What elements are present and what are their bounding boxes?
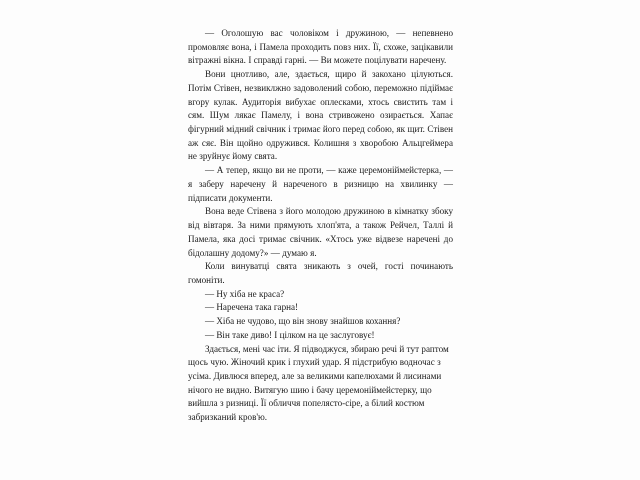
dialogue-line-2: — Наречена така гарна! [205, 302, 299, 313]
paragraph-2: Вони цнотливо, але, здається, щиро й закохано цілуються. Потім Стівен, незвиклжно задоволений собою, переможно підіймає вгору кулак. Аудиторія вибухає оплесками, хтось свистить там і сям. Шум лякає Памелу, і вона стривожено озирається. Хапає фігурний мідний свічник і тримає його перед собою, як щит. Стівен аж сяє. Він щойно одружився. Колишня з хворобою Альцгеймера не зруйнує йому свята. [188, 69, 453, 162]
dialogue-line-4: — Він таке диво! І цілком на це заслуговує! [205, 329, 375, 340]
paragraph-1: — Оголошую вас чоловіком і дружиною, — непевнено промовляє вона, і Памела проходить повз них. Її, схоже, зацікавили вітражні вікна. І справді гарні. — Ви можете поцілувати наречену. [188, 28, 453, 66]
paragraph-5: Коли винуватці свята зникають з очей, гості починають гомоніти. [188, 261, 453, 285]
paragraph-closing: Здається, мені час іти. Я підводжуся, збираю речі й тут раптом щось чую. Жіночий крик і глухий удар. Я підстрибую водночас з усіма. Дивлюся вперед, але за великими капелюхами й лисинами нічого не видно. Витягую шию і бачу церемоніймейстерку, що вийшла з ризниці. Її обличчя попелясто-сіре, а білий костюм забризканий кров'ю. [188, 343, 449, 423]
paragraph-3: — А тепер, якщо ви не проти, — каже церемоніймейстерка, — я заберу наречену й нареченого в ризницю на хвилинку — підписати документи. [188, 165, 453, 203]
page-text-block [188, 27, 453, 425]
paragraph-4: Вона веде Стівена з його молодою дружиною в кімнатку збоку від вівтаря. За ними прямують хлоп'ята, а також Рейчел, Таллі й Памела, яка досі тримає свічник. «Хтось уже відвезе наречені до бідолашну додому?» — думаю я. [188, 206, 453, 258]
dialogue-line-1: — Ну хіба не краса? [205, 288, 285, 299]
dialogue-line-3: — Хіба не чудово, що він знову знайшов кохання? [205, 316, 401, 327]
